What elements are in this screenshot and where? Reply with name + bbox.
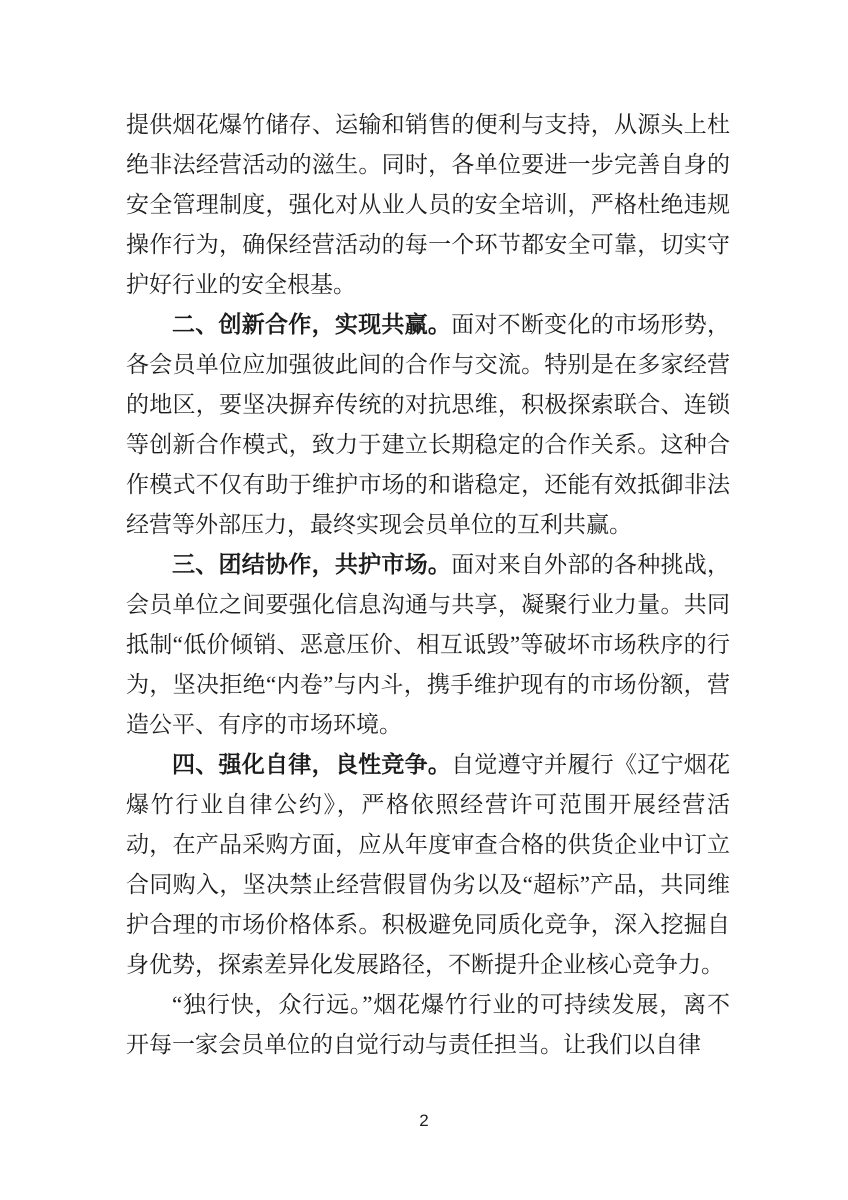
paragraph-continuation	[126, 105, 730, 305]
paragraph-text: 自觉遵守并履行《辽宁烟花爆竹行业自律公约》，严格依照经营许可范围开展经营活动，在产品采购方面，应从年度审查合格的供货企业中订立合同购入，坚决禁止经营假冒伪劣以及“超标”产品，共同维护合理的市场价格体系。积极避免同质化竞争，深入挖掘自身优势，探索差异化发展路径，不断提升企业核心竞争力。	[126, 752, 731, 977]
document-body	[126, 105, 730, 1065]
paragraph-section-4	[126, 745, 730, 985]
paragraph-section-3	[126, 545, 730, 745]
paragraph-closing	[126, 985, 730, 1065]
page-number: 2	[419, 1111, 429, 1130]
section-heading: 二、创新合作，实现共赢。	[172, 312, 452, 337]
paragraph-section-2	[126, 305, 730, 545]
section-heading: 三、团结协作，共护市场。	[172, 552, 452, 577]
paragraph-text: “独行快，众行远。”烟花爆竹行业的可持续发展，离不开每一家会员单位的自觉行动与责任担当。让我们以自律	[126, 992, 730, 1057]
paragraph-text: 面对来自外部的各种挑战，会员单位之间要强化信息沟通与共享，凝聚行业力量。共同抵制“低价倾销、恶意压价、相互诋毁”等破坏市场秩序的行为，坚决拒绝“内卷”与内斗，携手维护现有的市场份额，营造公平、有序的市场环境。	[126, 552, 731, 737]
paragraph-text: 提供烟花爆竹储存、运输和销售的便利与支持，从源头上杜绝非法经营活动的滋生。同时，各单位要进一步完善自身的安全管理制度，强化对从业人员的安全培训，严格杜绝违规操作行为，确保经营活动的每一个环节都安全可靠，切实守护好行业的安全根基。	[126, 112, 730, 297]
section-heading: 四、强化自律，良性竞争。	[172, 752, 452, 777]
paragraph-text: 面对不断变化的市场形势，各会员单位应加强彼此间的合作与交流。特别是在多家经营的地区，要坚决摒弃传统的对抗思维，积极探索联合、连锁等创新合作模式，致力于建立长期稳定的合作关系。这种合作模式不仅有助于维护市场的和谐稳定，还能有效抵御非法经营等外部压力，最终实现会员单位的互利共赢。	[126, 312, 731, 537]
